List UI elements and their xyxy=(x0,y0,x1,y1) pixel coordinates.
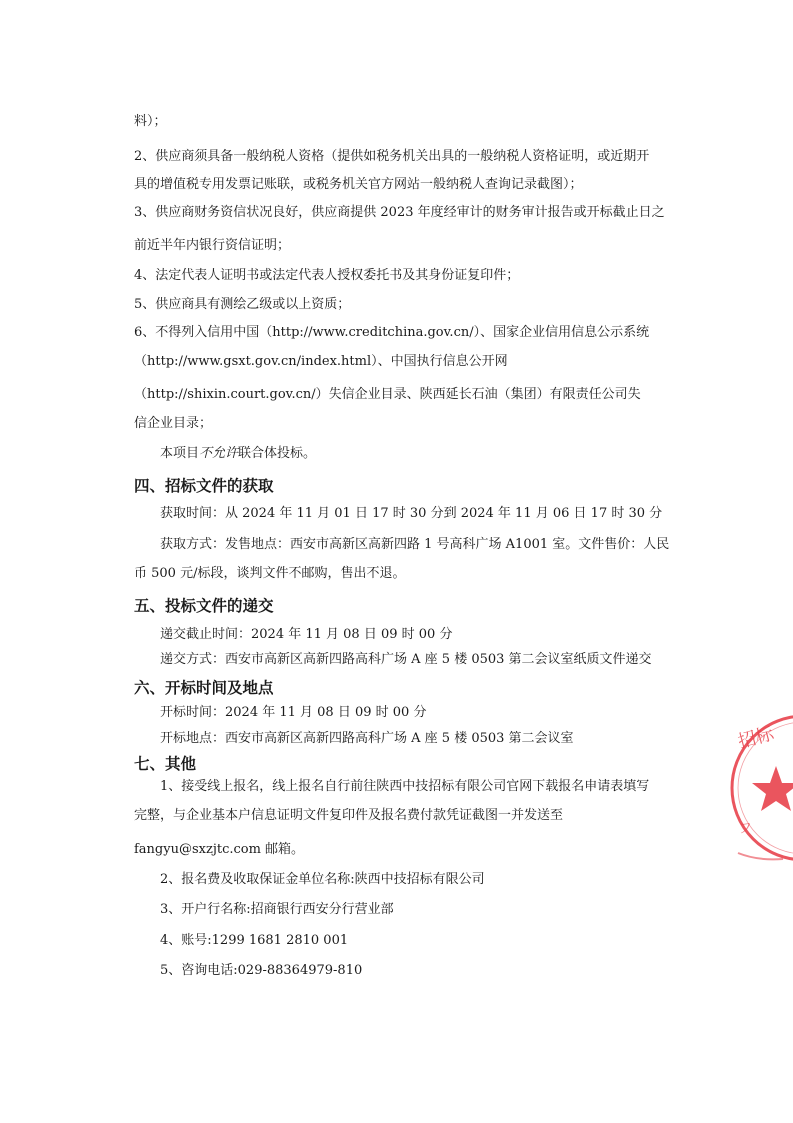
italic-text: 不允许 xyxy=(199,446,239,461)
text-line: fangyu@sxzjtc.com 邮箱。 xyxy=(134,842,305,857)
text-line: 开标地点：西安市高新区高新四路高科广场 A 座 5 楼 0503 第二会议室 xyxy=(160,731,574,746)
text-line: 前近半年内银行资信证明； xyxy=(134,238,291,253)
seal-stamp-icon xyxy=(716,708,793,878)
section-heading: 五、投标文件的递交 xyxy=(134,597,274,615)
text-line: 5、供应商具有测绘乙级或以上资质； xyxy=(134,297,351,312)
text-line: 完整，与企业基本户信息证明文件复印件及报名费付款凭证截图一并发送至 xyxy=(134,808,564,823)
text-line: 3、供应商财务资信状况良好，供应商提供 2023 年度经审计的财务审计报告或开标截止日之 xyxy=(134,205,665,220)
text-span: 联合体投标。 xyxy=(238,446,317,461)
text-line: 获取时间：从 2024 年 11 月 01 日 17 时 30 分到 2024 年 11 月 06 日 17 时 30 分 xyxy=(160,506,663,521)
text-line: 具的增值税专用发票记账联，或税务机关官方网站一般纳税人查询记录截图）； xyxy=(134,177,583,192)
section-heading: 七、其他 xyxy=(134,755,197,773)
text-line: 6、不得列入信用中国（http://www.creditchina.gov.cn/）、国家企业信用信息公示系统 xyxy=(134,325,650,340)
section-heading: 六、开标时间及地点 xyxy=(134,679,274,697)
text-line: （http://shixin.court.gov.cn/）失信企业目录、陕西延长石油（集团）有限责任公司失 xyxy=(134,387,641,402)
text-line: 2、报名费及收取保证金单位名称:陕西中技招标有限公司 xyxy=(160,872,485,887)
seal-text: 招标 xyxy=(735,723,777,753)
text-line: 开标时间：2024 年 11 月 08 日 09 时 00 分 xyxy=(160,705,427,720)
seal-mark: フ xyxy=(738,821,752,837)
text-line: 料）； xyxy=(134,114,167,129)
text-line: 递交方式：西安市高新区高新四路高科广场 A 座 5 楼 0503 第二会议室纸质文件递交 xyxy=(160,652,652,667)
text-line: 3、开户行名称:招商银行西安分行营业部 xyxy=(160,902,394,917)
seal-star xyxy=(752,766,793,811)
text-line xyxy=(160,446,316,462)
text-line: 币 500 元/标段，谈判文件不邮购，售出不退。 xyxy=(134,566,406,581)
section-heading: 四、招标文件的获取 xyxy=(134,477,274,495)
text-line: 2、供应商须具备一般纳税人资格（提供如税务机关出具的一般纳税人资格证明，或近期开 xyxy=(134,149,650,164)
company-seal xyxy=(716,708,793,878)
text-line: （http://www.gsxt.gov.cn/index.html）、中国执行信息公开网 xyxy=(134,354,508,369)
text-line: 信企业目录； xyxy=(134,416,213,431)
text-span: 本项目 xyxy=(160,446,200,461)
text-line: 4、账号:1299 1681 2810 001 xyxy=(160,933,349,948)
text-line: 1、接受线上报名，线上报名自行前往陕西中技招标有限公司官网下载报名申请表填写 xyxy=(160,779,650,794)
text-line: 5、咨询电话:029-88364979-810 xyxy=(160,963,363,978)
text-line: 4、法定代表人证明书或法定代表人授权委托书及其身份证复印件； xyxy=(134,268,520,283)
text-line: 递交截止时间：2024 年 11 月 08 日 09 时 00 分 xyxy=(160,627,453,642)
text-line: 获取方式：发售地点：西安市高新区高新四路 1 号高科广场 A1001 室。文件售价：人民 xyxy=(160,537,670,552)
